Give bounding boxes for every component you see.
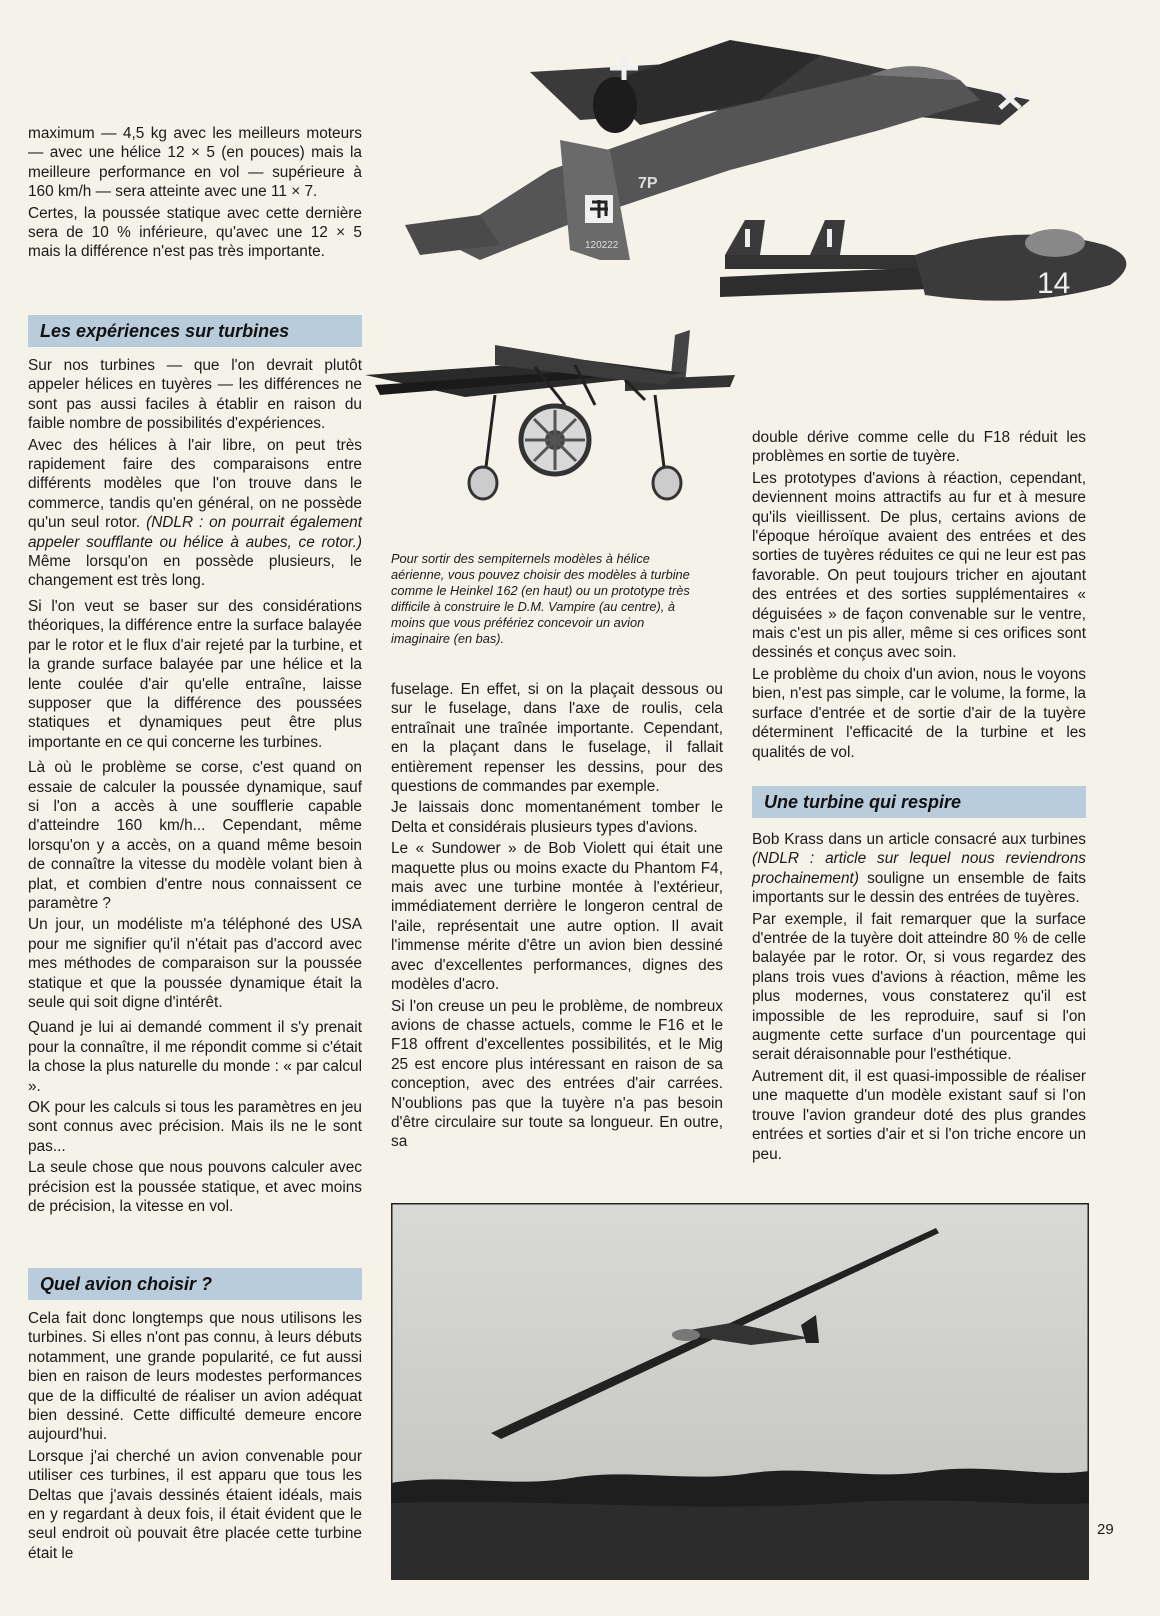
paragraph: OK pour les calculs si tous les paramètres en jeu sont connus avec précision. Mais ils ne le sont pas... [28,1099,362,1155]
paragraph: Le « Sundower » de Bob Violett qui était une maquette plus ou moins exacte du Phantom F4, mais avec une turbine montée à l'extérieur, immédiatement derrière le longeron central de l'aile, représentait une autre option. Il avait l'immense mérite d'être un avion bien dessiné avec d'excellentes performances, dignes des modèles d'acro. [391,840,723,994]
ndlr-note: (NDLR : on pourrait également appeler soufflante ou hélice à aubes, ce rotor.) [28,514,362,551]
heading-quel-avion: Quel avion choisir ? [28,1268,362,1300]
paragraph: fuselage. En effet, si on la plaçait dessous ou sur le fuselage, dans l'axe de roulis, cela entraînait une traînée importante. Cependant, en la plaçant dans le fuselage, il fallait entièrement repenser les dessins, pour des questions de commandes par exemple. [391,681,723,796]
paragraph: Si l'on veut se baser sur des considérations théoriques, la différence entre la surface balayée par le rotor et le flux d'air rejeté par la turbine, et la grande surface balayée par une hélice et la lente coulée d'air qu'elle entraîne, laisse supposer que la différence des poussées statiques et dynamiques peut être plus importante en ce qui concerne les turbines. [28,597,362,751]
paragraph [28,436,362,591]
paragraph: Lorsque j'ai cherché un avion convenable pour utiliser ces turbines, il est apparu que tous les Deltas que j'avais dessinés étaient idéals, mais en y regardant à deux fois, il était évident que le seul endroit où pouvait être placée cette turbine était le [28,1447,362,1562]
heading-experiences: Les expériences sur turbines [28,315,362,347]
vampire-number: 14 [1037,267,1071,300]
left-column-intro [28,124,362,264]
paragraph: Là où le problème se corse, c'est quand on essaie de calculer la poussée dynamique, sauf si l'on a accès à une soufflerie capable d'atteindre 160 km/h... Cependant, même lorsqu'on y a accès, on a quand même besoin de connaître la vitesse du modèle volant bien à plat, et combien d'entre nous connaissent ce paramètre ? [28,759,362,912]
paragraph: Autrement dit, il est quasi-impossible de réaliser une maquette d'un modèle existant sauf si l'on trouve l'avion grandeur doté des plus grandes entrées et sorties d'air et si l'on triche encore un peu. [752,1067,1086,1163]
heinkel-code: 7P [638,175,658,192]
page-number: 29 [1097,1521,1114,1538]
paragraph: Par exemple, il fait remarquer que la surface d'entrée de la tuyère doit atteindre 80 % de celle balayée par le rotor. Or, si vous regardez des plans trois vues d'avions à réaction, même les plus modernes, vous constaterez qu'il est impossible de les reproduire, sauf si l'on augmente cette surface d'un pourcentage qui serait déraisonnable pour l'esthétique. [752,910,1086,1064]
middle-column [391,680,723,1154]
ndlr-note: (NDLR : article sur lequel nous reviendrons prochainement) [752,850,1086,887]
paragraph: Je laissais donc momentanément tomber le Delta et considérais plusieurs types d'avions. [391,799,723,836]
left-column-quel [28,1309,362,1565]
imaginary-model-photo [345,325,745,525]
text-span: souligne un ensemble de faits importants sur le dessin des entrées de tuyères. [752,869,1086,907]
left-column-experiences [28,356,362,1218]
paragraph: maximum — 4,5 kg avec les meilleurs moteurs — avec une hélice 12 × 5 (en pouces) mais la meilleure performance en vol — supérieure à 160 km/h — sera atteinte avec une 11 × 7. [28,125,362,201]
right-column [752,428,1086,764]
heading-turbine-respire: Une turbine qui respire [752,786,1086,818]
paragraph: Les prototypes d'avions à réaction, cependant, deviennent moins attractifs au fur et à mesure qu'ils vieillissent. De plus, certains avions de l'époque héroïque avaient des entrées et des sorties de tuyères réduites ce qui ne leur est pas favorable. On peut toujours tricher en ajoutant des entrées et des sorties supplémentaires « déguisées » de façon convenable sur le ventre, mais c'est un pis aller, même si ces orifices sont dessinés et conçus avec soin. [752,469,1086,662]
paragraph: Si l'on creuse un peu le problème, de nombreux avions de chasse actuels, comme le F16 et le F18 offrent d'excellentes possibilités, et le Mig 25 est encore plus intéressant en raison de sa conception, avec des entrées d'air carrées. N'oublions pas que la tuyère n'a pas besoin d'être circulaire sur toute sa longueur. En outre, sa [391,997,723,1151]
paragraph: double dérive comme celle du F18 réduit les problèmes en sortie de tuyère. [752,429,1086,466]
right-column-respire [752,830,1086,1166]
paragraph [752,830,1086,908]
text-span: Bob Krass dans un article consacré aux turbines [752,831,1086,848]
heinkel-serial: 120222 [585,240,619,251]
paragraph: La seule chose que nous pouvons calculer avec précision est la poussée statique, et avec moins de précision, la vitesse en vol. [28,1159,362,1216]
paragraph: Certes, la poussée statique avec cette dernière sera de 10 % inférieure, qu'avec une 12 × 5 mais la différence n'est pas très importante. [28,204,362,261]
photo-caption: Pour sortir des sempiternels modèles à hélice aérienne, vous pouvez choisir des modèles à turbine comme le Heinkel 162 (en haut) ou un prototype très difficile à construire le D.M. Vampire (au centre), à moins que vous préfériez concevoir un avion imaginaire (en bas). [391,551,690,646]
paragraph: Un jour, un modéliste m'a téléphoné des USA pour me signifier qu'il n'était pas d'accord avec mes méthodes de comparaison sur la poussée statique et que la poussée dynamique était la seule qui soit digne d'intérêt. [28,916,362,1011]
vampire-photo [715,215,1155,335]
paragraph: Le problème du choix d'un avion, nous le voyons bien, n'est pas simple, car le volume, la forme, la surface d'entrée et de sortie d'air de la tuyère déterminent l'efficacité de la turbine et les qualités de vol. [752,665,1086,761]
text-span: Avec des hélices à l'air libre, on peut très rapidement faire des comparaisons entre différents modèles que l'on trouve dans le commerce, tandis qu'en général, on ne possède qu'un seul rotor. [28,436,362,532]
text-span: Même lorsqu'on en possède plusieurs, le changement est très long. [28,553,362,590]
paragraph: Quand je lui ai demandé comment il s'y prenait pour la connaître, il me répondit comme si c'était la chose la plus naturelle du monde : « par calcul ». [28,1019,362,1095]
glider-photo [391,1203,1089,1580]
paragraph: Sur nos turbines — que l'on devrait plutôt appeler hélices en tuyères — les différences ne sont pas aussi faciles à établir en raison du faible nombre de possibilités d'expériences. [28,357,362,433]
paragraph: Cela fait donc longtemps que nous utilisons les turbines. Si elles n'ont pas connu, à leurs débuts notamment, une grande popularité, ce fut aussi bien en raison de leurs modestes performances que de la difficulté de réaliser un avion adéquat bien dessiné. Cette difficulté demeure encore aujourd'hui. [28,1310,362,1444]
